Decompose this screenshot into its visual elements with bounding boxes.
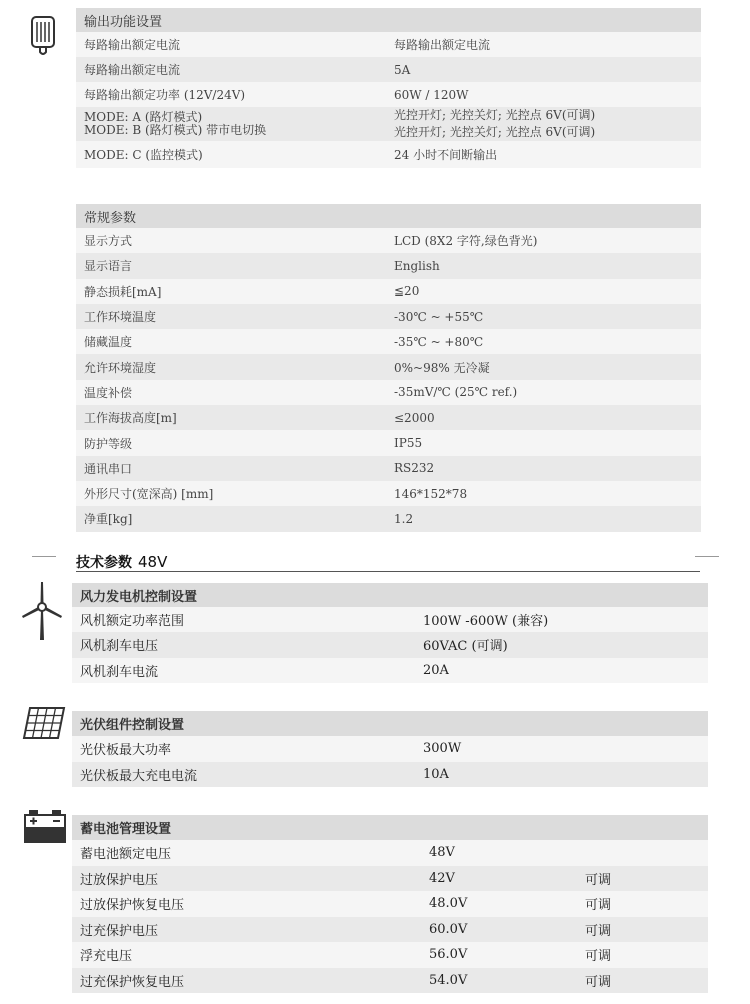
solar-panel-icon — [22, 706, 66, 740]
row-label: 储藏温度 — [76, 329, 386, 354]
row-value: 60VAC (可调) — [415, 632, 708, 657]
row-note: 可调 — [577, 968, 708, 994]
row-value: 42V — [421, 866, 577, 892]
output-settings-header: 输出功能设置 — [76, 8, 701, 32]
row-label: MODE: B (路灯模式) 带市电切换 — [84, 123, 267, 137]
row-label: 通讯串口 — [76, 456, 386, 481]
wind-settings-table — [72, 583, 708, 683]
row-label: 浮充电压 — [72, 942, 421, 968]
row-value: 60W / 120W — [386, 82, 701, 107]
wind-settings-header: 风力发电机控制设置 — [72, 583, 708, 607]
row-value: 0%~98% 无冷凝 — [386, 354, 701, 379]
row-label: 允许环境湿度 — [76, 354, 386, 379]
street-lamp-icon — [30, 16, 56, 60]
row-value: 光控开灯; 光控关灯; 光控点 6V(可调) — [394, 108, 596, 122]
row-label: 蓄电池额定电压 — [72, 840, 421, 866]
row-note: 可调 — [577, 891, 708, 917]
row-value: ≤2000 — [386, 405, 701, 430]
row-label: 风机额定功率范围 — [72, 607, 415, 632]
row-label: 风机刹车电流 — [72, 658, 415, 683]
row-label: 防护等级 — [76, 430, 386, 455]
row-value: 54.0V — [421, 968, 577, 994]
row-label: 温度补偿 — [76, 380, 386, 405]
row-value: ≦20 — [386, 279, 701, 304]
section-title-voltage: 48V — [138, 553, 168, 571]
row-value: 48.0V — [421, 891, 577, 917]
pv-settings-header: 光伏组件控制设置 — [72, 711, 708, 736]
row-value: 光控开灯; 光控关灯; 光控点 6V(可调) — [394, 125, 596, 139]
mode-values — [386, 107, 701, 141]
row-label: 静态损耗[mA] — [76, 279, 386, 304]
row-label: MODE: C (监控模式) — [76, 141, 386, 168]
row-value: 1.2 — [386, 506, 701, 531]
row-value: 146*152*78 — [386, 481, 701, 506]
row-value: 20A — [415, 658, 708, 683]
row-value: 100W -600W (兼容) — [415, 607, 708, 632]
output-settings-table — [76, 8, 701, 168]
section-title-label: 技术参数 — [76, 555, 132, 571]
row-label: 每路输出额定功率 (12V/24V) — [76, 82, 386, 107]
row-value: -30℃ ~ +55℃ — [386, 304, 701, 329]
row-label: 过充保护电压 — [72, 917, 421, 943]
row-value: 24 小时不间断输出 — [386, 141, 701, 168]
row-label: 每路输出额定电流 — [76, 57, 386, 82]
row-value: 48V — [421, 840, 577, 866]
row-label: 过放保护电压 — [72, 866, 421, 892]
general-params-table — [76, 204, 701, 532]
row-value: LCD (8X2 字符,绿色背光) — [386, 228, 701, 253]
row-value: 60.0V — [421, 917, 577, 943]
row-value: RS232 — [386, 456, 701, 481]
mode-labels — [76, 107, 386, 141]
row-note — [577, 840, 708, 866]
row-value: -35mV/℃ (25℃ ref.) — [386, 380, 701, 405]
divider-left — [32, 556, 56, 557]
pv-settings-table — [72, 711, 708, 787]
row-label: 工作海拔高度[m] — [76, 405, 386, 430]
battery-icon — [24, 808, 66, 844]
row-label: 显示方式 — [76, 228, 386, 253]
row-note: 可调 — [577, 942, 708, 968]
row-label: 每路输出额定电流 — [76, 32, 386, 57]
row-value: 56.0V — [421, 942, 577, 968]
battery-settings-header: 蓄电池管理设置 — [72, 815, 708, 840]
row-label: MODE: A (路灯模式) — [84, 110, 203, 124]
row-label: 光伏板最大功率 — [72, 736, 415, 762]
row-value: 每路输出额定电流 — [386, 32, 701, 57]
row-value: English — [386, 253, 701, 278]
row-label: 净重[kg] — [76, 506, 386, 531]
row-value: 10A — [415, 762, 708, 788]
row-label: 外形尺寸(宽深高) [mm] — [76, 481, 386, 506]
row-label: 风机刹车电压 — [72, 632, 415, 657]
section-title — [76, 553, 700, 572]
row-value: 5A — [386, 57, 701, 82]
row-label: 过放保护恢复电压 — [72, 891, 421, 917]
row-label: 过充保护恢复电压 — [72, 968, 421, 994]
battery-settings-table — [72, 815, 708, 993]
row-note: 可调 — [577, 866, 708, 892]
row-note: 可调 — [577, 917, 708, 943]
row-label: 工作环境温度 — [76, 304, 386, 329]
row-value: -35℃ ~ +80℃ — [386, 329, 701, 354]
general-params-header: 常规参数 — [76, 204, 701, 228]
row-label: 光伏板最大充电电流 — [72, 762, 415, 788]
row-value: 300W — [415, 736, 708, 762]
row-value: IP55 — [386, 430, 701, 455]
row-label: 显示语言 — [76, 253, 386, 278]
wind-turbine-icon — [20, 580, 64, 640]
